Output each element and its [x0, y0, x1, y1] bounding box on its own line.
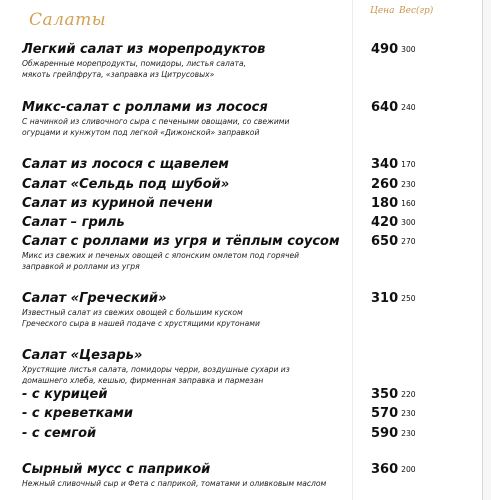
menu-item: [22, 405, 477, 423]
dish-price: [371, 386, 416, 404]
section-title: Салаты: [29, 10, 107, 30]
dish-description: Греческого сыра в нашей подаче с хрустящими крутонами: [22, 318, 260, 328]
dish-description: Хрустящие листья салата, помидоры черри, воздушные сухари из: [22, 365, 290, 374]
menu-item: [22, 195, 477, 213]
dish-description: мякоть грейпфрута, «заправка из Цитрусовых»: [22, 69, 215, 79]
price-value: 420: [371, 215, 399, 230]
weight-value: 270: [401, 237, 416, 246]
dish-description: Нежный сливочный сыр и Фета с паприкой, томатами и оливковым маслом: [22, 479, 327, 488]
menu-item: [22, 41, 477, 80]
price-value: 340: [371, 157, 399, 172]
dish-price: [371, 214, 416, 232]
menu-item: [22, 386, 477, 404]
dish-price: [371, 233, 416, 251]
dish-price: [371, 195, 416, 213]
menu-item: [22, 176, 477, 194]
menu-item: [22, 214, 477, 232]
dish-name: Легкий салат из морепродуктов: [22, 42, 266, 57]
weight-value: 250: [401, 294, 416, 303]
dish-name: - с курицей: [22, 387, 108, 402]
weight-value: 220: [401, 390, 416, 399]
price-column-header: Цена: [370, 6, 395, 16]
menu-item: [22, 233, 477, 272]
dish-name: Салат с роллами из угря и тёплым соусом: [22, 234, 340, 249]
menu-item: [22, 347, 477, 386]
price-value: 590: [371, 426, 399, 441]
dish-price: [371, 99, 416, 117]
dish-description: Микс из свежих и печеных овощей с японским омлетом под горячей: [22, 251, 300, 260]
weight-value: 230: [401, 429, 416, 438]
dish-name: Салат из куриной печени: [22, 196, 213, 211]
weight-value: 300: [401, 218, 416, 227]
price-value: 260: [371, 177, 399, 192]
weight-value: 200: [401, 465, 416, 474]
weight-value: 160: [401, 199, 416, 208]
dish-description: домашнего хлеба, кешью, фирменная заправка и пармезан: [22, 375, 264, 385]
dish-name: Сырный мусс с паприкой: [22, 462, 211, 477]
dish-description: С начинкой из сливочного сыра с печеными овощами, со свежими: [22, 117, 290, 126]
dish-name: Микс-салат с роллами из лосося: [22, 100, 268, 115]
price-value: 350: [371, 387, 399, 402]
menu-item: [22, 156, 477, 174]
dish-description: огурцами и кунжутом под легкой «Дижонской» заправкой: [22, 127, 260, 137]
price-value: 180: [371, 196, 399, 211]
weight-value: 230: [401, 409, 416, 418]
dish-name: Салат «Сельдь под шубой»: [22, 177, 230, 192]
dish-price: [371, 425, 416, 443]
dish-description: Обжаренные морепродукты, помидоры, листья салата,: [22, 59, 247, 68]
dish-name: Салат из лосося с щавелем: [22, 157, 229, 172]
price-value: 310: [371, 291, 399, 306]
menu-item: [22, 290, 477, 329]
weight-column-header: Вес(гр): [399, 6, 434, 16]
weight-value: 230: [401, 180, 416, 189]
price-value: 490: [371, 42, 399, 57]
weight-value: 240: [401, 103, 416, 112]
dish-name: - с креветками: [22, 406, 134, 421]
price-value: 640: [371, 100, 399, 115]
dish-description: Известный салат из свежих овощей с большим куском: [22, 308, 243, 317]
menu-item: [22, 461, 477, 490]
dish-name: Салат – гриль: [22, 215, 125, 230]
dish-price: [371, 290, 416, 308]
dish-price: [371, 156, 416, 174]
price-value: 360: [371, 462, 399, 477]
dish-name: Салат «Греческий»: [22, 291, 167, 306]
weight-value: 170: [401, 160, 416, 169]
price-value: 650: [371, 234, 399, 249]
menu-item: [22, 99, 477, 138]
dish-name: - с семгой: [22, 426, 97, 441]
price-value: 570: [371, 406, 399, 421]
dish-price: [371, 405, 416, 423]
weight-value: 300: [401, 45, 416, 54]
dish-price: [371, 461, 416, 479]
dish-price: [371, 41, 416, 59]
dish-description: заправкой и роллами из угря: [22, 261, 140, 271]
menu-item: [22, 425, 477, 443]
dish-price: [371, 176, 416, 194]
dish-name: Салат «Цезарь»: [22, 348, 143, 363]
